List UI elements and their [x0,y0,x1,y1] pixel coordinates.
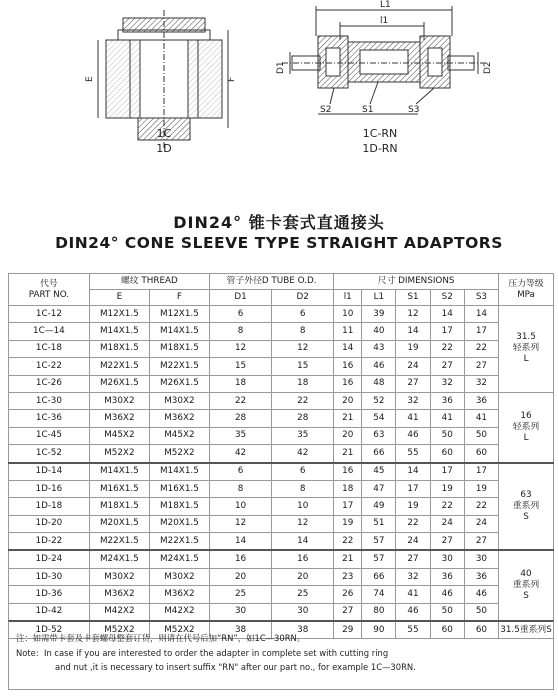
table-cell: 14 [209,533,271,551]
pressure-value: 31.5重系列S [500,624,552,635]
table-cell: M52X2 [149,621,209,639]
table-cell: 21 [334,445,362,463]
table-cell: M24X1.5 [89,550,149,568]
table-cell: M36X2 [89,586,149,603]
pressure-en: L [523,354,529,365]
table-cell: 27 [430,533,464,551]
table-cell: 38 [272,621,334,639]
table-cell: 38 [209,621,271,639]
table-cell: 50 [430,603,464,621]
table-row [9,358,554,375]
table-cell: M22X1.5 [149,533,209,551]
table-cell: 36 [464,568,498,585]
table-row [9,498,554,515]
table-cell: 49 [362,498,396,515]
table-cell: 12 [272,340,334,357]
table-row [9,323,554,340]
table-cell: 1C-45 [9,427,90,444]
table-cell: 46 [396,427,430,444]
caption-right-1d-rn: 1D-RN [362,142,398,155]
table-cell: 16 [334,463,362,481]
table-cell: 1C-52 [9,445,90,463]
table-cell: 41 [396,586,430,603]
pressure-cell [499,463,554,551]
table-cell: M20X1.5 [89,515,149,532]
table-cell: M16X1.5 [149,480,209,497]
col-subheader: E [89,290,149,306]
table-cell: 1D-16 [9,480,90,497]
table-cell: 21 [334,410,362,427]
table-cell: 18 [272,375,334,392]
table-cell: 17 [430,463,464,481]
table-cell: 32 [396,568,430,585]
table-cell: 22 [334,533,362,551]
table-cell: M18X1.5 [89,340,149,357]
table-cell: 1D-14 [9,463,90,481]
col-subheader: S1 [396,290,430,306]
table-cell: 1D-22 [9,533,90,551]
table-cell: 1C-30 [9,392,90,409]
table-cell: 24 [396,533,430,551]
table-cell: M30X2 [89,568,149,585]
table-cell: 15 [272,358,334,375]
table-cell: 22 [430,340,464,357]
pressure-cell [499,306,554,393]
table-cell: 52 [362,392,396,409]
table-cell: M30X2 [149,392,209,409]
pressure-en: S [523,591,529,602]
table-cell: 10 [272,498,334,515]
table-cell: 22 [272,392,334,409]
table-cell: 1D-24 [9,550,90,568]
pressure-cell [499,392,554,462]
table-cell: M18X1.5 [149,340,209,357]
table-cell: 27 [334,603,362,621]
table-cell: M45X2 [89,427,149,444]
col-header-dims: 尺寸 DIMENSIONS [334,274,499,290]
table-cell: 20 [334,392,362,409]
table-cell: 54 [362,410,396,427]
table-cell: 23 [334,568,362,585]
table-cell: 19 [396,340,430,357]
note-en-text1: In case if you are interested to order the adapter in complete set with cutting ring [43,647,389,658]
col-subheader: S2 [430,290,464,306]
col-header-part-no [9,274,90,306]
table-cell: M14X1.5 [89,323,149,340]
table-cell: M52X2 [149,445,209,463]
table-row [9,515,554,532]
table-row [9,550,554,568]
title-chinese: DIN24° 锥卡套式直通接头 [173,213,385,232]
table-cell: 19 [464,480,498,497]
table-cell: M22X1.5 [89,533,149,551]
col-subheader: D1 [209,290,271,306]
table-cell: 6 [272,463,334,481]
table-cell: 19 [396,498,430,515]
table-cell: 1D-20 [9,515,90,532]
table-cell: 27 [396,550,430,568]
pressure-cn: 轻系列 [512,343,540,354]
table-cell: M52X2 [89,621,149,639]
table-cell: 20 [334,427,362,444]
col-subheader: F [149,290,209,306]
table-cell: 18 [209,375,271,392]
table-cell: 63 [362,427,396,444]
table-cell: 45 [362,463,396,481]
table-cell: M22X1.5 [89,358,149,375]
table-cell: 8 [209,323,271,340]
table-cell: 22 [464,498,498,515]
title-english: DIN24° CONE SLEEVE TYPE STRAIGHT ADAPTORS [55,234,503,252]
table-cell: 57 [362,533,396,551]
table-cell: 41 [396,410,430,427]
caption-left-1d: 1D [156,142,172,155]
table-cell: 6 [272,306,334,323]
col-header-tube: 管子外径D TUBE O.D. [209,274,333,290]
table-cell: M12X1.5 [149,306,209,323]
table-cell: 41 [464,410,498,427]
table-cell: 36 [464,392,498,409]
table-cell: 1D-36 [9,586,90,603]
dim-label-l1-small: l1 [380,16,389,26]
table-cell: M16X1.5 [89,480,149,497]
table-cell: 40 [362,323,396,340]
col-header-thread: 螺纹 THREAD [89,274,209,290]
table-cell: M20X1.5 [149,515,209,532]
pressure-value: 63 [520,489,532,500]
col-header-pressure-cn: 压力等级 [508,278,544,289]
note-en-label: Note: [16,647,39,658]
table-cell: 46 [430,586,464,603]
pressure-cn: 重系列 [512,500,540,511]
table-cell: M18X1.5 [149,498,209,515]
table-cell: 1D-52 [9,621,90,639]
table-cell: 27 [430,358,464,375]
table-cell: 17 [396,480,430,497]
table-cell: 46 [362,358,396,375]
table-cell: M24X1.5 [149,550,209,568]
col-subheader: l1 [334,290,362,306]
col-header-pressure-en: MPa [517,289,535,300]
table-cell: M52X2 [89,445,149,463]
table-cell: 20 [209,568,271,585]
pressure-en: S [523,511,529,522]
note-cn: 注：如需带卡套及卡套螺母整套订货，则请在代号后加“RN”，如1C—30RN。 [16,633,306,643]
table-cell: 16 [334,358,362,375]
table-cell: 17 [464,463,498,481]
table-cell: 20 [272,568,334,585]
table-cell: 30 [209,603,271,621]
pressure-cn: 轻系列 [512,421,540,432]
table-cell: 19 [334,515,362,532]
table-cell: 26 [334,586,362,603]
table-cell: 36 [430,568,464,585]
table-cell: 1C-26 [9,375,90,392]
note-block [16,631,546,675]
dim-label-f: F [227,76,237,82]
table-row [9,340,554,357]
caption-left [134,126,194,156]
table-cell: 10 [334,306,362,323]
dim-label-s3: S3 [408,105,420,115]
note-en-line1 [16,646,546,661]
caption-right [340,126,420,156]
table-cell: 25 [209,586,271,603]
table-cell: 36 [430,392,464,409]
table-cell: 55 [396,445,430,463]
table-cell: 60 [430,445,464,463]
table-cell: 14 [430,306,464,323]
table-cell: 16 [334,375,362,392]
table-cell: M36X2 [149,586,209,603]
table-cell: 60 [464,445,498,463]
caption-left-1c: 1C [156,127,172,140]
table-row [9,410,554,427]
table-row [9,603,554,621]
col-header-pressure [499,274,554,306]
table-cell: 48 [362,375,396,392]
table-cell: 60 [430,621,464,639]
table-cell: 42 [272,445,334,463]
table-cell: 17 [464,323,498,340]
table-cell: M26X1.5 [89,375,149,392]
table-cell: 39 [362,306,396,323]
table-row [9,533,554,551]
table-cell: 30 [464,550,498,568]
table-cell: 66 [362,568,396,585]
table-cell: 1C-12 [9,306,90,323]
table-cell: 28 [272,410,334,427]
note-en-line2: and nut ,it is necessary to insert suffix "RN" after our part no., for example 1C—30RN. [55,662,416,672]
table-cell: 16 [272,550,334,568]
table-cell: 24 [464,515,498,532]
table-cell: 60 [464,621,498,639]
col-header-code-en: PART NO. [28,289,70,300]
table-cell: 22 [430,498,464,515]
table-row [9,568,554,585]
table-cell: 14 [272,533,334,551]
table-cell: 55 [396,621,430,639]
table-row [9,463,554,481]
col-subheader: S3 [464,290,498,306]
table-cell: 12 [272,515,334,532]
table-cell: 16 [209,550,271,568]
table-row [9,586,554,603]
table-cell: M42X2 [89,603,149,621]
table-cell: 24 [396,358,430,375]
table-cell: 8 [209,480,271,497]
dim-label-s1: S1 [362,105,374,115]
table-cell: 50 [464,603,498,621]
table-cell: 10 [209,498,271,515]
table-cell: 57 [362,550,396,568]
table-cell: 15 [209,358,271,375]
table-cell: 12 [209,340,271,357]
table-cell: 8 [272,323,334,340]
table-cell: 1D-18 [9,498,90,515]
pressure-en: L [523,432,529,443]
table-cell: 35 [272,427,334,444]
table-cell: 27 [464,358,498,375]
dim-label-e: E [85,76,95,82]
table-cell: 30 [430,550,464,568]
table-cell: 30 [272,603,334,621]
caption-right-1c-rn: 1C-RN [362,127,398,140]
table-cell: 14 [464,306,498,323]
dim-label-d1: D1 [276,61,286,74]
table-cell: M36X2 [149,410,209,427]
table-row [9,375,554,392]
table-cell: 6 [209,463,271,481]
table-cell: M45X2 [149,427,209,444]
dim-label-s2: S2 [320,105,332,115]
dim-label-l1: L1 [380,0,391,10]
table-cell: 11 [334,323,362,340]
table-cell: 14 [396,463,430,481]
dim-label-d2: D2 [483,61,493,74]
pressure-cell [499,550,554,621]
table-cell: 27 [464,533,498,551]
table-cell: 90 [362,621,396,639]
col-header-code-cn: 代号 [40,278,58,289]
col-subheader: D2 [272,290,334,306]
table-cell: 35 [209,427,271,444]
spec-table [8,273,554,639]
table-cell: 1C-36 [9,410,90,427]
table-cell: M30X2 [89,392,149,409]
table-cell: 51 [362,515,396,532]
table-row [9,392,554,409]
table-cell: 17 [430,323,464,340]
table-cell: 46 [396,603,430,621]
table-cell: M18X1.5 [89,498,149,515]
table-cell: 12 [209,515,271,532]
table-cell: 42 [209,445,271,463]
table-cell: 14 [334,340,362,357]
table-cell: 19 [430,480,464,497]
table-cell: 74 [362,586,396,603]
table-cell: 1C-18 [9,340,90,357]
table-cell: 66 [362,445,396,463]
table-cell: 50 [430,427,464,444]
table-row [9,427,554,444]
table-cell: 41 [430,410,464,427]
table-cell: 14 [396,323,430,340]
table-row [9,306,554,323]
table-cell: M14X1.5 [149,323,209,340]
table-cell: M12X1.5 [89,306,149,323]
table-cell: 28 [209,410,271,427]
table-cell: 1D-30 [9,568,90,585]
table-cell: 46 [464,586,498,603]
table-row [9,445,554,463]
table-cell: M22X1.5 [149,358,209,375]
table-cell: 12 [396,306,430,323]
table-cell: 50 [464,427,498,444]
table-cell: 22 [464,340,498,357]
table-cell: 22 [209,392,271,409]
table-cell: 17 [334,498,362,515]
col-subheader: L1 [362,290,396,306]
table-cell: 22 [396,515,430,532]
technical-drawings [0,0,558,170]
table-cell: 32 [396,392,430,409]
table-cell: M36X2 [89,410,149,427]
table-cell: M14X1.5 [149,463,209,481]
table-cell: M26X1.5 [149,375,209,392]
table-cell: 29 [334,621,362,639]
table-cell: M14X1.5 [89,463,149,481]
table-cell: 32 [464,375,498,392]
table-cell: 6 [209,306,271,323]
table-cell: 1C-22 [9,358,90,375]
pressure-value: 40 [520,569,532,580]
table-cell: 32 [430,375,464,392]
table-cell: 25 [272,586,334,603]
table-cell: 27 [396,375,430,392]
table-cell: 18 [334,480,362,497]
table-cell: 80 [362,603,396,621]
table-cell: 1D-42 [9,603,90,621]
table-cell: 47 [362,480,396,497]
table-cell: 43 [362,340,396,357]
table-cell: 21 [334,550,362,568]
table-cell: 1C—14 [9,323,90,340]
pressure-value: 31.5 [516,332,536,343]
table-row [9,480,554,497]
table-cell: 8 [272,480,334,497]
pressure-value: 16 [520,410,532,421]
table-cell: 24 [430,515,464,532]
pressure-cn: 重系列 [512,580,540,591]
table-cell: M42X2 [149,603,209,621]
table-cell: M30X2 [149,568,209,585]
